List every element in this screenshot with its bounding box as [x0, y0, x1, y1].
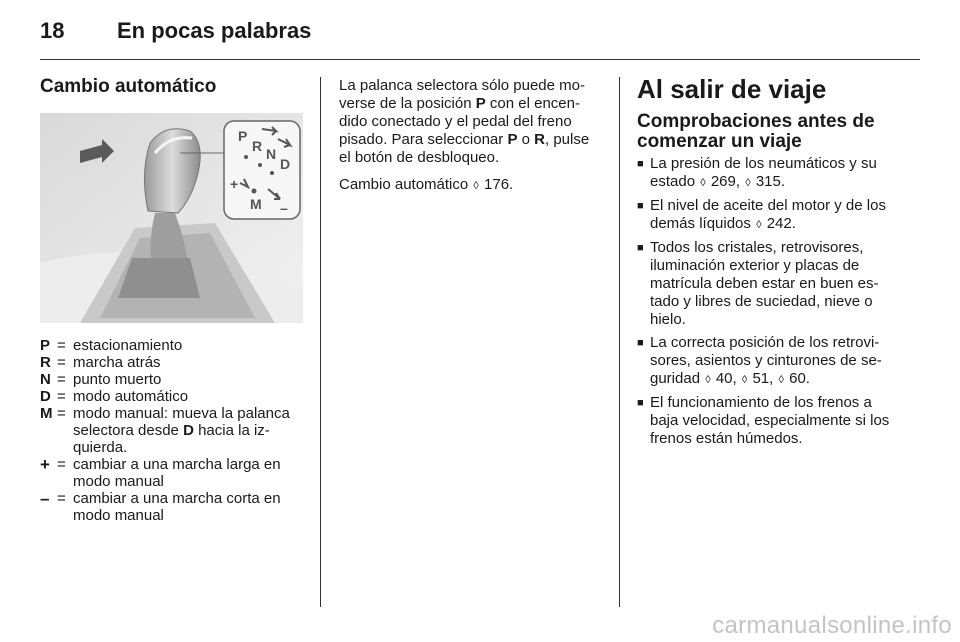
- legend-row: [40, 371, 306, 388]
- list-item: [637, 334, 902, 389]
- legend-row: [40, 388, 306, 405]
- legend-row: [40, 337, 306, 354]
- gear-selector-illustration: [40, 113, 303, 323]
- list-item: [637, 155, 902, 192]
- legend-description-part: modo manual: mueva la palanca selectora desde: [73, 405, 290, 439]
- list-item: [637, 197, 902, 234]
- gear-label-minus: –: [280, 200, 288, 216]
- legend-description: [73, 371, 306, 388]
- paragraph-part: con el encen-dido conectado y el pedal del freno pisado. Para seleccionar: [339, 95, 580, 148]
- gear-selector-drawing: [40, 113, 303, 323]
- legend-key: N: [40, 371, 51, 388]
- legend-description: [73, 337, 306, 354]
- legend-key: –: [40, 489, 50, 508]
- list-item-text: [650, 155, 902, 192]
- page-reference: 315.: [755, 173, 786, 190]
- legend-equals: =: [57, 388, 66, 405]
- cross-reference-page: 176.: [484, 176, 514, 193]
- list-item: [637, 239, 902, 329]
- paragraph-part: La palanca selectora sólo puede mo-verse de la posición: [339, 77, 585, 112]
- header-title: En pocas palabras: [117, 18, 312, 43]
- right-column: [637, 74, 902, 453]
- legend-key: D: [40, 388, 51, 405]
- bullet-square-icon: ■: [637, 397, 644, 409]
- gear-legend: [40, 337, 306, 524]
- reference-arrow-icon: ◊: [741, 374, 748, 386]
- list-item-text: [650, 197, 902, 234]
- checklist: [637, 155, 902, 448]
- list-item-text: [650, 334, 902, 389]
- gear-label-n: N: [266, 146, 277, 162]
- reference-arrow-icon: ◊: [473, 180, 479, 192]
- list-item-body: La presión de los neumáticos y su estado: [650, 155, 877, 190]
- page-reference: 242.: [766, 215, 796, 232]
- paragraph-part: , pulse el botón de desbloqueo.: [339, 131, 590, 166]
- legend-description-part: punto muerto: [73, 371, 162, 388]
- page-reference: 51,: [752, 370, 774, 387]
- legend-description-part: hacia la iz-quierda.: [73, 422, 270, 456]
- legend-description: [73, 354, 306, 371]
- list-item-body: El funcionamiento de los frenos a baja velocidad, especialmente si los frenos están húmedos.: [650, 394, 890, 447]
- page-reference: 40,: [715, 370, 737, 387]
- list-item-text: [650, 394, 902, 448]
- legend-row: [40, 456, 306, 490]
- section-title-automatic-transmission: Cambio automático: [40, 76, 217, 97]
- reference-arrow-icon: ◊: [705, 374, 711, 386]
- legend-description-part: modo automático: [73, 388, 189, 405]
- legend-description-part: estacionamiento: [73, 337, 183, 354]
- bullet-square-icon: ■: [637, 200, 644, 212]
- list-item-text: [650, 239, 902, 329]
- bullet-square-icon: ■: [637, 242, 644, 254]
- page-number: 18: [40, 18, 65, 43]
- header-rule: [40, 59, 920, 60]
- list-item-body: Todos los cristales, retrovisores, iluminación exterior y placas de matrícula deben estar en buen es-tado y libres de suciedad, nieve o hielo.: [650, 239, 879, 328]
- legend-key: R: [40, 354, 51, 371]
- page-reference: 269,: [710, 173, 741, 190]
- legend-key: +: [40, 455, 50, 474]
- legend-equals: =: [57, 354, 66, 371]
- reference-arrow-icon: ◊: [756, 219, 762, 231]
- left-column: [40, 75, 306, 524]
- middle-column: [339, 77, 605, 204]
- watermark: carmanualsonline.info: [712, 612, 952, 639]
- legend-equals: =: [57, 337, 66, 354]
- legend-description-part: cambiar a una marcha larga en modo manual: [73, 456, 281, 490]
- column-divider-2: [619, 77, 620, 607]
- paragraph-part: R: [534, 131, 545, 148]
- gear-label-d: D: [280, 156, 291, 172]
- legend-description: [73, 456, 306, 490]
- cross-reference-text: Cambio automático: [339, 176, 469, 193]
- legend-row: [40, 354, 306, 371]
- column-divider-1: [320, 77, 321, 607]
- legend-description: [73, 405, 306, 456]
- legend-description-part: cambiar a una marcha corta en modo manual: [73, 490, 281, 524]
- reference-arrow-icon: ◊: [700, 177, 706, 189]
- legend-equals: =: [57, 405, 66, 422]
- legend-description-part: marcha atrás: [73, 354, 161, 371]
- legend-equals: =: [57, 490, 66, 507]
- legend-key: M: [40, 405, 53, 422]
- legend-row: [40, 405, 306, 456]
- bullet-square-icon: ■: [637, 337, 644, 349]
- legend-description: [73, 490, 306, 524]
- legend-description: [73, 388, 306, 405]
- list-item: [637, 394, 902, 448]
- page-reference: 60.: [789, 370, 810, 387]
- list-item-body: La correcta posición de los retrovi-sores, asientos y cinturones de se-guridad: [650, 334, 882, 387]
- gear-label-m: M: [250, 196, 262, 212]
- reference-arrow-icon: ◊: [778, 374, 784, 386]
- legend-description-part: D: [183, 422, 194, 439]
- legend-key: P: [40, 337, 51, 354]
- legend-equals: =: [57, 456, 66, 473]
- subheading-checks: Comprobaciones antes de comenzar un viaje: [637, 111, 875, 152]
- paragraph-part: o: [517, 131, 535, 148]
- gear-label-r: R: [252, 138, 263, 154]
- bullet-square-icon: ■: [637, 158, 644, 170]
- gear-label-p: P: [238, 128, 248, 144]
- paragraph-part: P: [507, 131, 518, 148]
- paragraph-part: P: [475, 95, 486, 112]
- selector-lever-paragraph: [339, 77, 605, 167]
- legend-equals: =: [57, 371, 66, 388]
- list-item-body: El nivel de aceite del motor y de los demás líquidos: [650, 197, 886, 232]
- gear-label-plus: +: [230, 176, 239, 192]
- reference-arrow-icon: ◊: [745, 177, 751, 189]
- legend-row: [40, 490, 306, 524]
- section-heading-trip: Al salir de viaje: [637, 74, 827, 104]
- cross-reference-paragraph: [339, 176, 605, 195]
